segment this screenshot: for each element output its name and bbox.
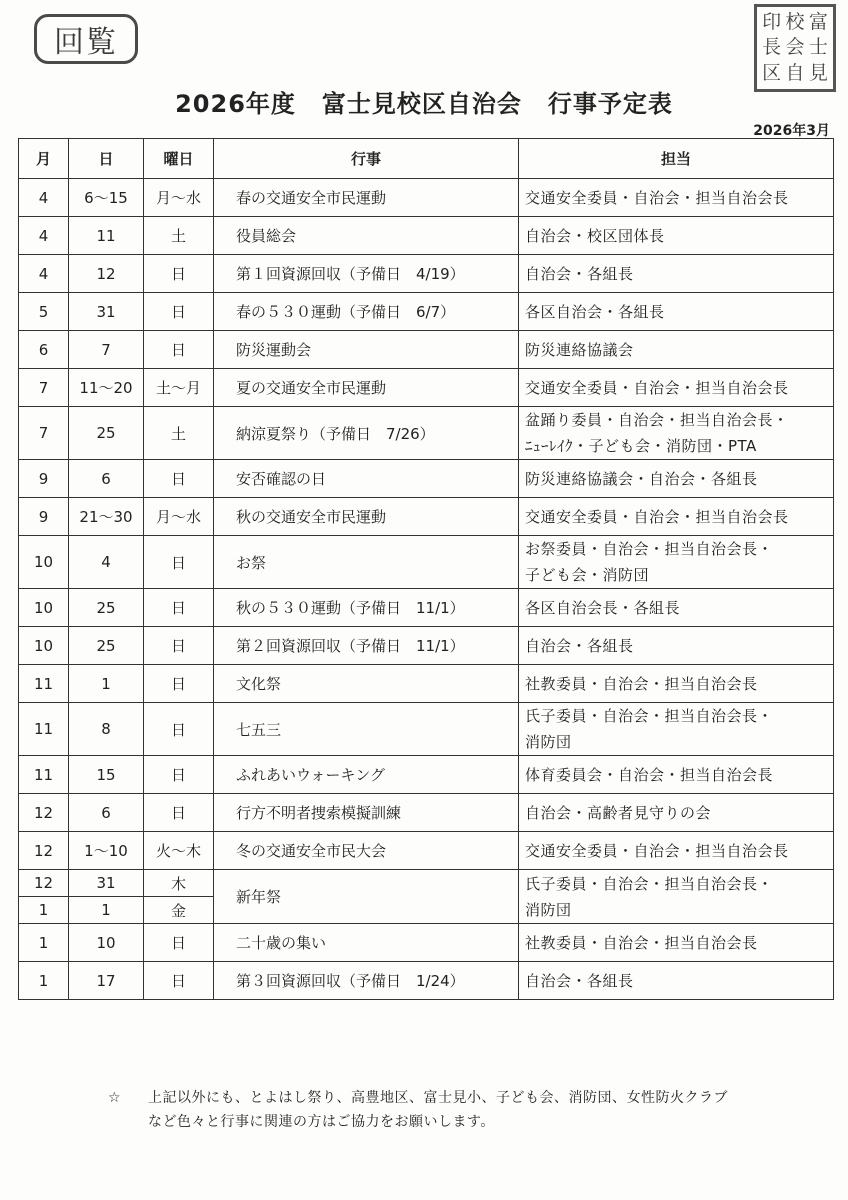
cell-owner	[519, 536, 834, 589]
cell-month: 11	[19, 756, 69, 794]
owner-line: 消防団	[525, 733, 572, 751]
cell-event: 第１回資源回収（予備日 4/19）	[214, 255, 519, 293]
cell-owner	[519, 589, 834, 627]
table-body	[19, 179, 834, 1000]
cell-weekday: 日	[144, 627, 214, 665]
cell-weekday: 日	[144, 589, 214, 627]
cell-day: 6	[69, 460, 144, 498]
owner-line: 子ども会・消防団	[525, 566, 650, 584]
table-row	[19, 369, 834, 407]
seal-char: 会	[785, 36, 805, 59]
cell-month: 1	[19, 897, 69, 924]
cell-event: 秋の交通安全市民運動	[214, 498, 519, 536]
table-row	[19, 962, 834, 1000]
footnote	[108, 1086, 828, 1134]
cell-month: 12	[19, 794, 69, 832]
owner-line: 防災連絡協議会	[525, 340, 634, 359]
owner-line: 氏子委員・自治会・担当自治会長・	[525, 707, 774, 725]
table-row	[19, 832, 834, 870]
cell-owner	[519, 794, 834, 832]
seal-char: 見	[808, 61, 828, 84]
cell-event: 第３回資源回収（予備日 1/24）	[214, 962, 519, 1000]
cell-weekday: 土	[144, 407, 214, 460]
owner-line: 交通安全委員・自治会・担当自治会長	[525, 841, 789, 860]
table-row	[19, 293, 834, 331]
header-owner: 担当	[519, 139, 834, 179]
owner-line: 自治会・各組長	[525, 264, 634, 283]
owner-line: 社教委員・自治会・担当自治会長	[525, 674, 758, 693]
seal-char: 自	[785, 61, 805, 84]
cell-owner	[519, 331, 834, 369]
cell-month: 10	[19, 627, 69, 665]
owner-line: 交通安全委員・自治会・担当自治会長	[525, 188, 789, 207]
table-row	[19, 870, 834, 897]
cell-day: 31	[69, 870, 144, 897]
cell-month: 9	[19, 498, 69, 536]
cell-owner	[519, 179, 834, 217]
cell-owner	[519, 407, 834, 460]
cell-event: 七五三	[214, 703, 519, 756]
cell-owner	[519, 703, 834, 756]
cell-day: 17	[69, 962, 144, 1000]
cell-month: 12	[19, 832, 69, 870]
cell-weekday: 木	[144, 870, 214, 897]
owner-line: 自治会・各組長	[525, 636, 634, 655]
page-title	[0, 84, 848, 119]
cell-day: 6	[69, 794, 144, 832]
cell-owner	[519, 255, 834, 293]
cell-event: 新年祭	[214, 870, 519, 924]
table-row	[19, 589, 834, 627]
cell-event: お祭	[214, 536, 519, 589]
owner-line: お祭委員・自治会・担当自治会長・	[525, 540, 774, 558]
cell-month: 1	[19, 962, 69, 1000]
table-row	[19, 460, 834, 498]
cell-event: 防災運動会	[214, 331, 519, 369]
cell-owner	[519, 832, 834, 870]
owner-line: 防災連絡協議会・自治会・各組長	[525, 469, 758, 488]
circulation-stamp: 回覧	[34, 14, 138, 64]
cell-month: 12	[19, 870, 69, 897]
issue-date: 2026年3月	[753, 123, 830, 139]
table-row	[19, 331, 834, 369]
cell-month: 7	[19, 369, 69, 407]
cell-owner	[519, 217, 834, 255]
cell-weekday: 日	[144, 665, 214, 703]
cell-owner	[519, 460, 834, 498]
cell-event: 夏の交通安全市民運動	[214, 369, 519, 407]
cell-month: 9	[19, 460, 69, 498]
cell-owner	[519, 665, 834, 703]
cell-weekday: 金	[144, 897, 214, 924]
table-row	[19, 217, 834, 255]
cell-event: 冬の交通安全市民大会	[214, 832, 519, 870]
cell-owner	[519, 293, 834, 331]
table-row	[19, 756, 834, 794]
cell-owner	[519, 962, 834, 1000]
cell-day: 25	[69, 407, 144, 460]
cell-day: 1	[69, 665, 144, 703]
header-day: 日	[69, 139, 144, 179]
owner-line: 各区自治会長・各組長	[525, 598, 681, 617]
cell-weekday: 日	[144, 460, 214, 498]
title-year: 2026年度	[175, 90, 296, 118]
table-row	[19, 407, 834, 460]
cell-owner	[519, 627, 834, 665]
cell-weekday: 日	[144, 794, 214, 832]
cell-month: 7	[19, 407, 69, 460]
schedule-table	[18, 138, 834, 1000]
table-row	[19, 627, 834, 665]
table-row	[19, 498, 834, 536]
owner-line: ﾆｭｰﾚｲｸ・子ども会・消防団・PTA	[525, 437, 757, 455]
cell-owner	[519, 924, 834, 962]
cell-weekday: 土～月	[144, 369, 214, 407]
star-icon: ☆	[108, 1090, 122, 1106]
cell-event: 文化祭	[214, 665, 519, 703]
table-row	[19, 924, 834, 962]
owner-line: 交通安全委員・自治会・担当自治会長	[525, 378, 789, 397]
table-row	[19, 794, 834, 832]
seal-char: 富	[808, 11, 828, 34]
cell-month: 1	[19, 924, 69, 962]
cell-event: 第２回資源回収（予備日 11/1）	[214, 627, 519, 665]
cell-weekday: 日	[144, 255, 214, 293]
cell-event: 納涼夏祭り（予備日 7/26）	[214, 407, 519, 460]
cell-month: 4	[19, 179, 69, 217]
cell-owner	[519, 498, 834, 536]
owner-line: 自治会・高齢者見守りの会	[525, 803, 712, 822]
owner-line: 各区自治会・各組長	[525, 302, 665, 321]
cell-day: 1～10	[69, 832, 144, 870]
cell-weekday: 日	[144, 924, 214, 962]
cell-event: ふれあいウォーキング	[214, 756, 519, 794]
cell-owner	[519, 756, 834, 794]
cell-event: 安否確認の日	[214, 460, 519, 498]
title-doc: 行事予定表	[547, 90, 673, 118]
cell-event: 春の５３０運動（予備日 6/7）	[214, 293, 519, 331]
cell-month: 11	[19, 703, 69, 756]
table-header	[19, 139, 834, 179]
seal-char: 校	[785, 11, 805, 34]
cell-weekday: 火～木	[144, 832, 214, 870]
cell-day: 1	[69, 897, 144, 924]
cell-day: 31	[69, 293, 144, 331]
cell-day: 7	[69, 331, 144, 369]
table-row	[19, 179, 834, 217]
title-org: 富士見校区自治会	[321, 90, 522, 118]
cell-day: 8	[69, 703, 144, 756]
cell-weekday: 日	[144, 536, 214, 589]
owner-line: 盆踊り委員・自治会・担当自治会長・	[525, 411, 789, 429]
cell-weekday: 月～水	[144, 498, 214, 536]
cell-day: 11～20	[69, 369, 144, 407]
cell-month: 11	[19, 665, 69, 703]
header-month: 月	[19, 139, 69, 179]
cell-event: 春の交通安全市民運動	[214, 179, 519, 217]
footnote-line: 上記以外にも、とよはし祭り、高豊地区、富士見小、子ども会、消防団、女性防火クラブ	[148, 1090, 728, 1106]
cell-day: 12	[69, 255, 144, 293]
seal-char: 印	[762, 11, 782, 34]
seal-char: 区	[762, 61, 782, 84]
owner-line: 自治会・各組長	[525, 971, 634, 990]
cell-day: 4	[69, 536, 144, 589]
owner-line: 自治会・校区団体長	[525, 226, 665, 245]
owner-line: 消防団	[525, 900, 572, 919]
cell-day: 15	[69, 756, 144, 794]
cell-weekday: 日	[144, 703, 214, 756]
cell-month: 5	[19, 293, 69, 331]
table-row	[19, 536, 834, 589]
table-row	[19, 255, 834, 293]
cell-weekday: 日	[144, 331, 214, 369]
cell-weekday: 月～水	[144, 179, 214, 217]
header-weekday: 曜日	[144, 139, 214, 179]
cell-weekday: 土	[144, 217, 214, 255]
cell-owner	[519, 369, 834, 407]
cell-month: 10	[19, 589, 69, 627]
owner-line: 氏子委員・自治会・担当自治会長・	[525, 874, 774, 893]
cell-weekday: 日	[144, 293, 214, 331]
cell-month: 6	[19, 331, 69, 369]
table-row	[19, 703, 834, 756]
cell-month: 4	[19, 217, 69, 255]
owner-line: 体育委員会・自治会・担当自治会長	[525, 765, 774, 784]
cell-month: 4	[19, 255, 69, 293]
footnote-line: など色々と行事に関連の方はご協力をお願いします。	[148, 1114, 495, 1130]
cell-weekday: 日	[144, 962, 214, 1000]
cell-owner	[519, 870, 834, 924]
header-event: 行事	[214, 139, 519, 179]
cell-day: 6～15	[69, 179, 144, 217]
owner-line: 社教委員・自治会・担当自治会長	[525, 933, 758, 952]
cell-event: 二十歳の集い	[214, 924, 519, 962]
association-seal	[754, 4, 836, 92]
cell-event: 行方不明者捜索模擬訓練	[214, 794, 519, 832]
table-row	[19, 665, 834, 703]
cell-day: 11	[69, 217, 144, 255]
cell-day: 21～30	[69, 498, 144, 536]
seal-char: 長	[762, 36, 782, 59]
cell-day: 10	[69, 924, 144, 962]
cell-weekday: 日	[144, 756, 214, 794]
cell-month: 10	[19, 536, 69, 589]
cell-day: 25	[69, 589, 144, 627]
seal-char: 士	[808, 36, 828, 59]
owner-line: 交通安全委員・自治会・担当自治会長	[525, 507, 789, 526]
cell-day: 25	[69, 627, 144, 665]
cell-event: 秋の５３０運動（予備日 11/1）	[214, 589, 519, 627]
cell-event: 役員総会	[214, 217, 519, 255]
